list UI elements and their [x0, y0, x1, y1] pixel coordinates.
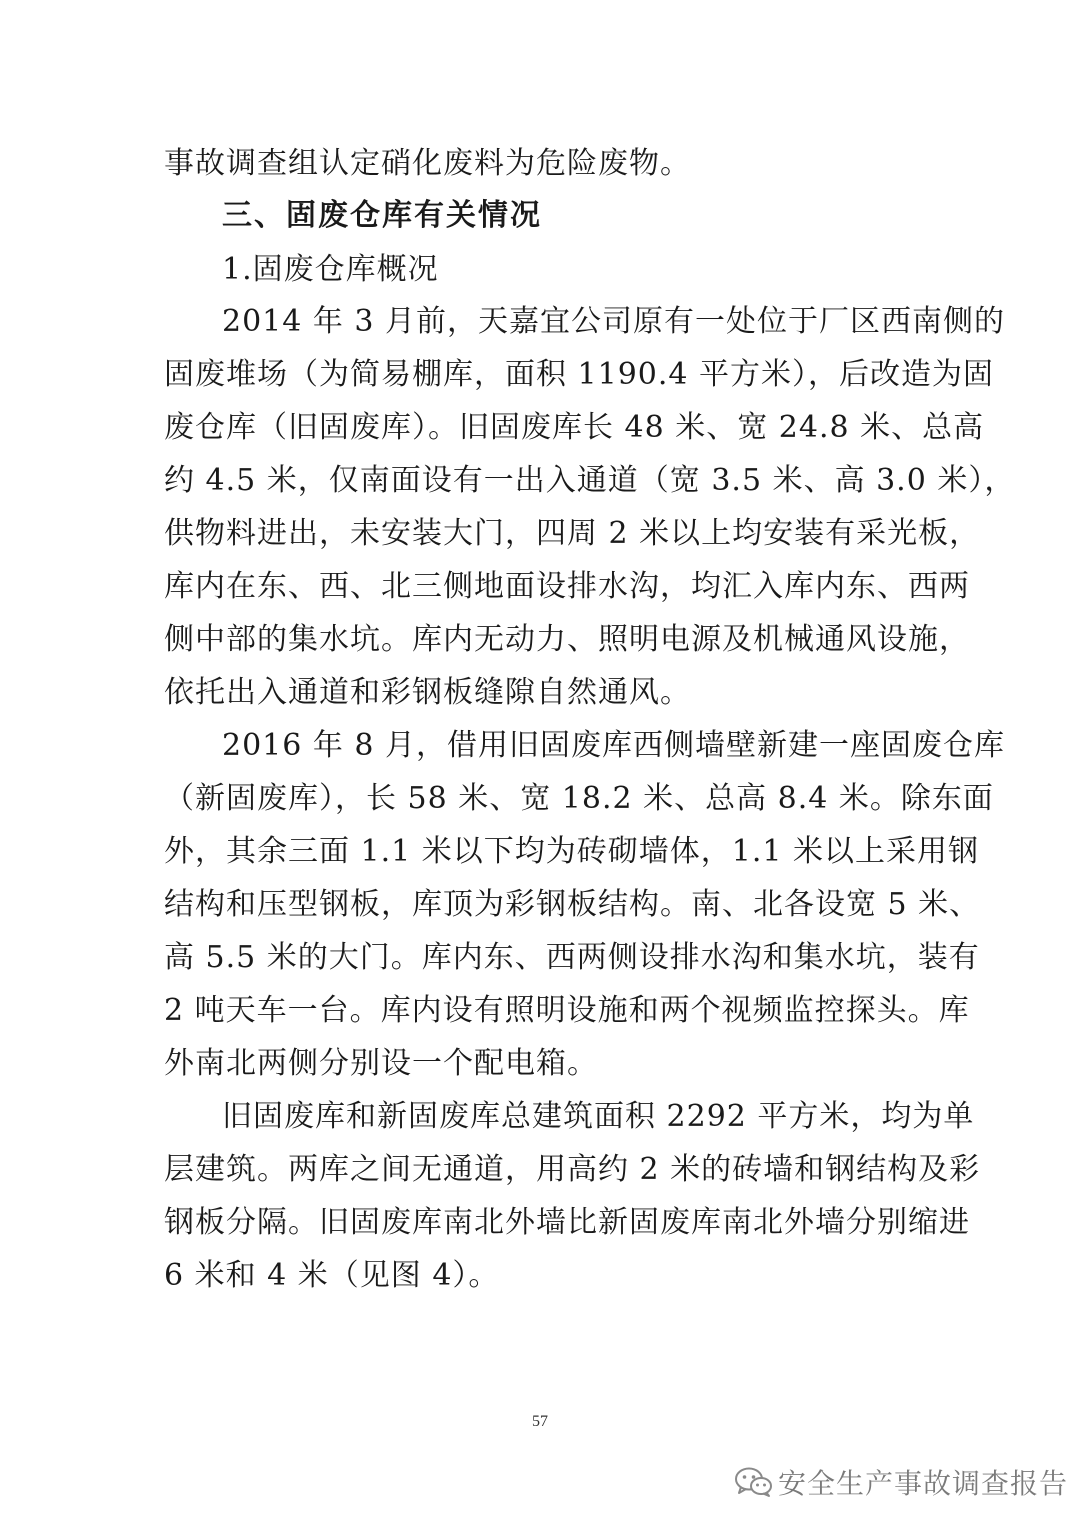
paragraph-line: 2016 年 8 月，借用旧固废库西侧墙壁新建一座固废仓库 [222, 728, 1006, 763]
page-number: 57 [532, 1413, 548, 1430]
subsection-heading: 1.固废仓库概况 [222, 252, 439, 287]
paragraph-line: （新固废库），长 58 米、宽 18.2 米、总高 8.4 米。除东面 [164, 781, 994, 816]
paragraph-line: 废仓库（旧固废库）。旧固废库长 48 米、宽 24.8 米、总高 [164, 410, 985, 445]
paragraph-line: 供物料进出，未安装大门，四周 2 米以上均安装有采光板， [164, 516, 981, 551]
paragraph-line: 固废堆场（为简易棚库，面积 1190.4 平方米），后改造为固 [164, 357, 995, 392]
paragraph-line: 结构和压型钢板，库顶为彩钢板结构。南、北各设宽 5 米、 [164, 887, 981, 922]
paragraph-line: 2014 年 3 月前，天嘉宜公司原有一处位于厂区西南侧的 [222, 304, 1006, 339]
watermark-text: 安全生产事故调查报告 [778, 1467, 1069, 1500]
paragraph-line: 侧中部的集水坑。库内无动力、照明电源及机械通风设施， [164, 622, 970, 657]
paragraph-line: 2 吨天车一台。库内设有照明设施和两个视频监控探头。库 [164, 993, 970, 1028]
wechat-icon [734, 1466, 774, 1498]
paragraph-line: 外，其余三面 1.1 米以下均为砖砌墙体，1.1 米以上采用钢 [164, 834, 980, 869]
paragraph-line: 高 5.5 米的大门。库内东、西两侧设排水沟和集水坑，装有 [164, 940, 980, 975]
paragraph-line: 依托出入通道和彩钢板缝隙自然通风。 [164, 675, 691, 710]
paragraph-line: 库内在东、西、北三侧地面设排水沟，均汇入库内东、西两 [164, 569, 970, 604]
paragraph-line: 约 4.5 米，仅南面设有一出入通道（宽 3.5 米、高 3.0 米）， [164, 463, 1016, 498]
paragraph-line: 层建筑。两库之间无通道，用高约 2 米的砖墙和钢结构及彩 [164, 1152, 981, 1187]
watermark [734, 1462, 1068, 1502]
paragraph-line: 外南北两侧分别设一个配电箱。 [164, 1046, 598, 1081]
text-line: 事故调查组认定硝化废料为危险废物。 [164, 146, 691, 181]
section-heading: 三、固废仓库有关情况 [222, 198, 542, 233]
paragraph-line: 旧固废库和新固废库总建筑面积 2292 平方米，均为单 [222, 1099, 975, 1134]
paragraph-line: 6 米和 4 米（见图 4）。 [164, 1258, 500, 1293]
paragraph-line: 钢板分隔。旧固废库南北外墙比新固废库南北外墙分别缩进 [164, 1205, 970, 1240]
